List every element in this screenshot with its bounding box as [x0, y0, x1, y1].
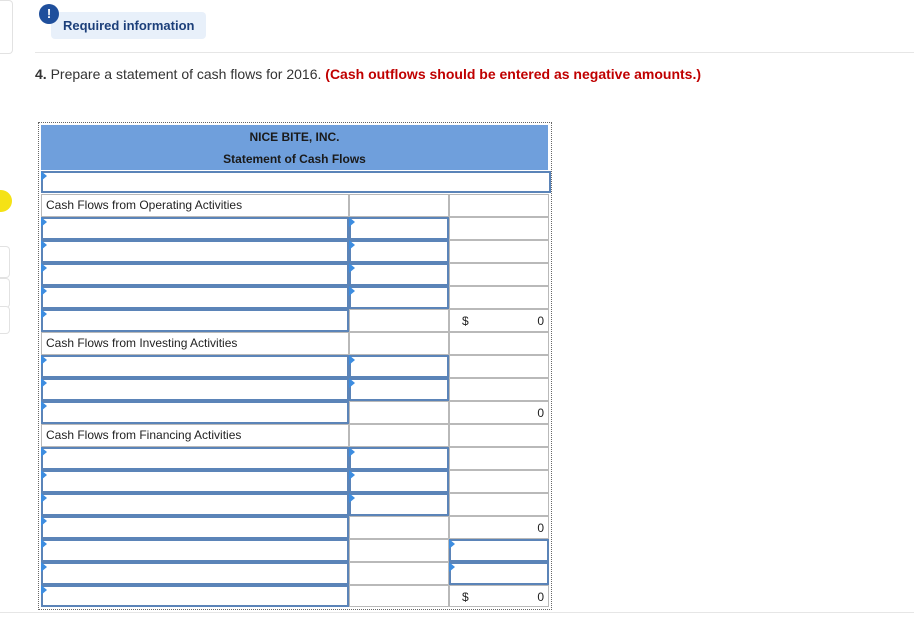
- financing-net-total: 0: [537, 521, 544, 535]
- question-prompt: [35, 66, 701, 82]
- financing-total-cell: [449, 470, 549, 493]
- investing-net-total-cell: [449, 401, 549, 424]
- financing-item-input[interactable]: [41, 493, 349, 516]
- operating-amount-input[interactable]: [349, 263, 449, 286]
- beginning-cash-total-input[interactable]: [449, 562, 549, 585]
- net-change-total-input[interactable]: [449, 539, 549, 562]
- side-tab-4[interactable]: [0, 306, 10, 334]
- investing-item-input[interactable]: [41, 378, 349, 401]
- operating-item-input[interactable]: [41, 263, 349, 286]
- financing-label-amount-cell: [349, 424, 449, 447]
- investing-total-cell: [449, 355, 549, 378]
- operating-activities-label: Cash Flows from Operating Activities: [41, 194, 349, 217]
- company-name: NICE BITE, INC.: [41, 125, 548, 148]
- alert-icon: !: [39, 4, 59, 24]
- divider: [35, 52, 914, 53]
- progress-indicator-icon: [0, 190, 12, 212]
- operating-net-total-cell: [449, 309, 549, 332]
- financing-label-total-cell: [449, 424, 549, 447]
- beginning-cash-label-input[interactable]: [41, 562, 349, 585]
- operating-total-cell: [449, 286, 549, 309]
- currency-symbol: $: [462, 314, 469, 328]
- financing-total-cell: [449, 447, 549, 470]
- ending-cash-total-cell: [449, 585, 549, 607]
- question-number: 4.: [35, 66, 47, 82]
- operating-item-input[interactable]: [41, 240, 349, 263]
- operating-amount-input[interactable]: [349, 240, 449, 263]
- required-information-label: Required information: [51, 12, 206, 39]
- operating-net-total: 0: [537, 314, 544, 328]
- divider: [0, 612, 914, 613]
- currency-symbol: $: [462, 590, 469, 604]
- investing-item-input[interactable]: [41, 355, 349, 378]
- question-hint: (Cash outflows should be entered as negative amounts.): [325, 66, 702, 82]
- cash-flow-worksheet: [38, 122, 552, 610]
- operating-total-cell: [449, 240, 549, 263]
- operating-label-total-cell: [449, 194, 549, 217]
- operating-item-input[interactable]: [41, 286, 349, 309]
- financing-net-total-cell: [449, 516, 549, 539]
- investing-net-amount-cell: [349, 401, 449, 424]
- investing-total-cell: [449, 378, 549, 401]
- ending-cash-total: 0: [537, 590, 544, 604]
- side-tab-2[interactable]: [0, 246, 10, 278]
- investing-label-amount-cell: [349, 332, 449, 355]
- investing-activities-label: Cash Flows from Investing Activities: [41, 332, 349, 355]
- statement-title: Statement of Cash Flows: [41, 148, 548, 170]
- operating-amount-input[interactable]: [349, 217, 449, 240]
- investing-net-label-input[interactable]: [41, 401, 349, 424]
- financing-amount-input[interactable]: [349, 470, 449, 493]
- net-change-label-input[interactable]: [41, 539, 349, 562]
- ending-cash-label-input[interactable]: [41, 585, 349, 607]
- required-information-notice: [46, 6, 206, 39]
- ending-cash-amount-cell: [349, 585, 449, 607]
- operating-total-cell: [449, 217, 549, 240]
- beginning-cash-amount-cell: [349, 562, 449, 585]
- financing-net-amount-cell: [349, 516, 449, 539]
- operating-label-amount-cell: [349, 194, 449, 217]
- operating-item-input[interactable]: [41, 217, 349, 240]
- operating-net-label-input[interactable]: [41, 309, 349, 332]
- financing-item-input[interactable]: [41, 447, 349, 470]
- statement-date-input[interactable]: [41, 171, 551, 193]
- financing-item-input[interactable]: [41, 470, 349, 493]
- investing-amount-input[interactable]: [349, 378, 449, 401]
- investing-net-total: 0: [537, 406, 544, 420]
- investing-label-total-cell: [449, 332, 549, 355]
- financing-total-cell: [449, 493, 549, 516]
- operating-total-cell: [449, 263, 549, 286]
- financing-net-label-input[interactable]: [41, 516, 349, 539]
- financing-amount-input[interactable]: [349, 447, 449, 470]
- operating-amount-input[interactable]: [349, 286, 449, 309]
- operating-net-amount-cell: [349, 309, 449, 332]
- financing-amount-input[interactable]: [349, 493, 449, 516]
- investing-amount-input[interactable]: [349, 355, 449, 378]
- financing-activities-label: Cash Flows from Financing Activities: [41, 424, 349, 447]
- side-tab-3[interactable]: [0, 278, 10, 308]
- net-change-amount-cell: [349, 539, 449, 562]
- side-tab-1[interactable]: [0, 0, 13, 54]
- question-text: Prepare a statement of cash flows for 2016.: [50, 66, 322, 82]
